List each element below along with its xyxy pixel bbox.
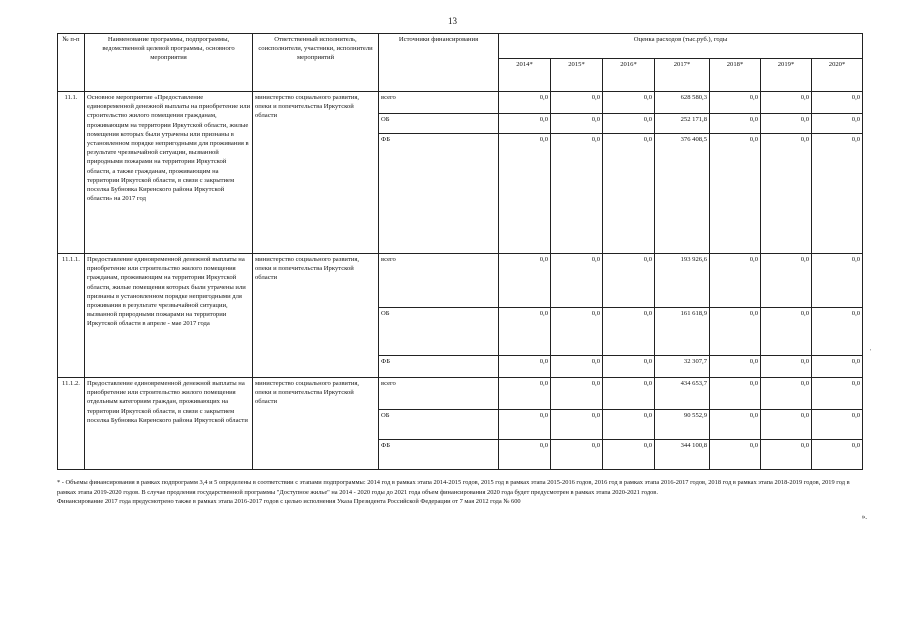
value-cell: 344 100,8 bbox=[655, 440, 710, 470]
funding-source: ОБ bbox=[379, 114, 499, 134]
value-cell: 0,0 bbox=[710, 410, 761, 440]
col-name-header: Наименование программы, подпрограммы, ведомственной целевой программы, основного мероприятия bbox=[85, 34, 253, 92]
funding-source: всего bbox=[379, 92, 499, 114]
year-header: 2018* bbox=[710, 59, 761, 92]
value-cell: 376 408,5 bbox=[655, 134, 710, 254]
value-cell: 0,0 bbox=[761, 410, 812, 440]
year-header: 2019* bbox=[761, 59, 812, 92]
value-cell: 0,0 bbox=[761, 356, 812, 378]
row-number: 11.1.1. bbox=[58, 254, 85, 378]
value-cell: 0,0 bbox=[603, 356, 655, 378]
value-cell: 32 307,7 bbox=[655, 356, 710, 378]
year-header: 2016* bbox=[603, 59, 655, 92]
year-header: 2014* bbox=[499, 59, 551, 92]
page-number: 13 bbox=[448, 16, 457, 26]
value-cell: 0,0 bbox=[499, 356, 551, 378]
year-header: 2017* bbox=[655, 59, 710, 92]
value-cell: 0,0 bbox=[499, 114, 551, 134]
header-row bbox=[58, 34, 863, 59]
funding-source: ФБ bbox=[379, 356, 499, 378]
value-cell: 0,0 bbox=[710, 134, 761, 254]
value-cell: 0,0 bbox=[551, 134, 603, 254]
value-cell: 0,0 bbox=[603, 378, 655, 410]
row-number: 11.1. bbox=[58, 92, 85, 254]
table-row bbox=[58, 378, 863, 410]
value-cell: 0,0 bbox=[812, 410, 863, 440]
margin-mark: ' bbox=[870, 348, 872, 356]
funding-source: ОБ bbox=[379, 308, 499, 356]
value-cell: 0,0 bbox=[551, 114, 603, 134]
value-cell: 434 653,7 bbox=[655, 378, 710, 410]
value-cell: 0,0 bbox=[499, 308, 551, 356]
value-cell: 0,0 bbox=[603, 308, 655, 356]
value-cell: 0,0 bbox=[761, 308, 812, 356]
value-cell: 0,0 bbox=[710, 114, 761, 134]
measure-name: Предоставление единовременной денежной выплаты на приобретение или строительство жилого помещения гражданам, проживающим на территории Иркутской области, жилые помещения которых были утрачены или признаны в установленном порядке непригодными для проживания в результате чрезвычайной ситуации, вызванной природными пожарами на территории Иркутской области в апреле - мае 2017 года bbox=[85, 254, 253, 378]
value-cell: 0,0 bbox=[812, 378, 863, 410]
row-number: 11.1.2. bbox=[58, 378, 85, 470]
value-cell: 0,0 bbox=[710, 378, 761, 410]
value-cell: 193 926,6 bbox=[655, 254, 710, 308]
value-cell: 0,0 bbox=[812, 92, 863, 114]
value-cell: 0,0 bbox=[551, 410, 603, 440]
funding-source: ФБ bbox=[379, 440, 499, 470]
value-cell: 0,0 bbox=[710, 308, 761, 356]
value-cell: 0,0 bbox=[761, 378, 812, 410]
value-cell: 252 171,8 bbox=[655, 114, 710, 134]
measure-name: Основное мероприятие «Предоставление единовременной денежной выплаты на приобретение или строительство жилого помещения гражданам, проживающим на территории Иркутской области, жилые помещения которых были утрачены или признаны в установленном порядке непригодными для проживания в результате чрезвычайной ситуации, вызванной природными пожарами на территории Иркутской области, а также гражданам, проживающим на территории Иркутской области, в связи с закрытием поселка Бубновка Киренского района Иркутской области» на 2017 год bbox=[85, 92, 253, 254]
value-cell: 0,0 bbox=[812, 356, 863, 378]
value-cell: 90 552,9 bbox=[655, 410, 710, 440]
value-cell: 628 580,3 bbox=[655, 92, 710, 114]
funding-source: всего bbox=[379, 378, 499, 410]
funding-source: ОБ bbox=[379, 410, 499, 440]
value-cell: 0,0 bbox=[603, 410, 655, 440]
value-cell: 0,0 bbox=[499, 134, 551, 254]
value-cell: 0,0 bbox=[603, 254, 655, 308]
year-header: 2020* bbox=[812, 59, 863, 92]
year-header: 2015* bbox=[551, 59, 603, 92]
value-cell: 0,0 bbox=[551, 356, 603, 378]
value-cell: 0,0 bbox=[603, 134, 655, 254]
funding-source: ФБ bbox=[379, 134, 499, 254]
value-cell: 0,0 bbox=[603, 114, 655, 134]
footnotes bbox=[57, 478, 867, 507]
col-costs-header: Оценка расходов (тыс.руб.), годы bbox=[499, 34, 863, 59]
executor: министерство социального развития, опеки и попечительства Иркутской области bbox=[253, 378, 379, 470]
executor: министерство социального развития, опеки и попечительства Иркутской области bbox=[253, 92, 379, 254]
value-cell: 0,0 bbox=[603, 92, 655, 114]
value-cell: 0,0 bbox=[761, 92, 812, 114]
value-cell: 161 618,9 bbox=[655, 308, 710, 356]
value-cell: 0,0 bbox=[812, 134, 863, 254]
value-cell: 0,0 bbox=[499, 378, 551, 410]
value-cell: 0,0 bbox=[761, 440, 812, 470]
value-cell: 0,0 bbox=[710, 356, 761, 378]
value-cell: 0,0 bbox=[812, 114, 863, 134]
value-cell: 0,0 bbox=[499, 410, 551, 440]
value-cell: 0,0 bbox=[710, 92, 761, 114]
measure-name: Предоставление единовременной денежной выплаты на приобретение или строительство жилого помещения отдельным категориям граждан, проживающих на территории Иркутской области, в связи с закрытием поселка Бубновка Киренского района Иркутской области bbox=[85, 378, 253, 470]
value-cell: 0,0 bbox=[551, 308, 603, 356]
funding-source: всего bbox=[379, 254, 499, 308]
value-cell: 0,0 bbox=[812, 440, 863, 470]
value-cell: 0,0 bbox=[761, 254, 812, 308]
table-row bbox=[58, 92, 863, 114]
executor: министерство социального развития, опеки и попечительства Иркутской области bbox=[253, 254, 379, 378]
col-source-header: Источники финансирования bbox=[379, 34, 499, 92]
closing-quote: ». bbox=[861, 513, 867, 521]
value-cell: 0,0 bbox=[761, 114, 812, 134]
value-cell: 0,0 bbox=[761, 134, 812, 254]
value-cell: 0,0 bbox=[710, 254, 761, 308]
value-cell: 0,0 bbox=[603, 440, 655, 470]
budget-table bbox=[57, 33, 863, 470]
table-row bbox=[58, 254, 863, 308]
value-cell: 0,0 bbox=[812, 254, 863, 308]
value-cell: 0,0 bbox=[499, 440, 551, 470]
col-num-header: № п-п bbox=[58, 34, 85, 92]
col-exec-header: Ответственный исполнитель, соисполнители, участники, исполнители мероприятий bbox=[253, 34, 379, 92]
value-cell: 0,0 bbox=[812, 308, 863, 356]
footnote-decree: Финансирование 2017 года предусмотрено также в рамках этапа 2016-2017 годов с целью исполнения Указа Президента Российской Федерации от 7 мая 2012 года № 600 bbox=[57, 498, 521, 505]
value-cell: 0,0 bbox=[551, 254, 603, 308]
value-cell: 0,0 bbox=[499, 254, 551, 308]
value-cell: 0,0 bbox=[551, 378, 603, 410]
value-cell: 0,0 bbox=[551, 440, 603, 470]
value-cell: 0,0 bbox=[499, 92, 551, 114]
value-cell: 0,0 bbox=[551, 92, 603, 114]
footnote-stages: * - Объемы финансирования в рамках подпрограмм 3,4 и 5 определены в соответствии с этапами подпрограммы: 2014 год в рамках этапа 2014-2015 годов, 2015 год в рамках этапа 2015-2016 годов, 2016 год в рамках этапа 2016-2017 годов, 2018 год в рамках этапа 2018-2019 годов, 2019 год в рамках этапа 2019-2020 годов. В случае продления государственной программы "Доступное жилье" на 2014 - 2020 годы до 2021 года объем финансирования 2020 года будет предусмотрен в рамках этапа 2020-2021 годов. bbox=[57, 479, 850, 496]
value-cell: 0,0 bbox=[710, 440, 761, 470]
